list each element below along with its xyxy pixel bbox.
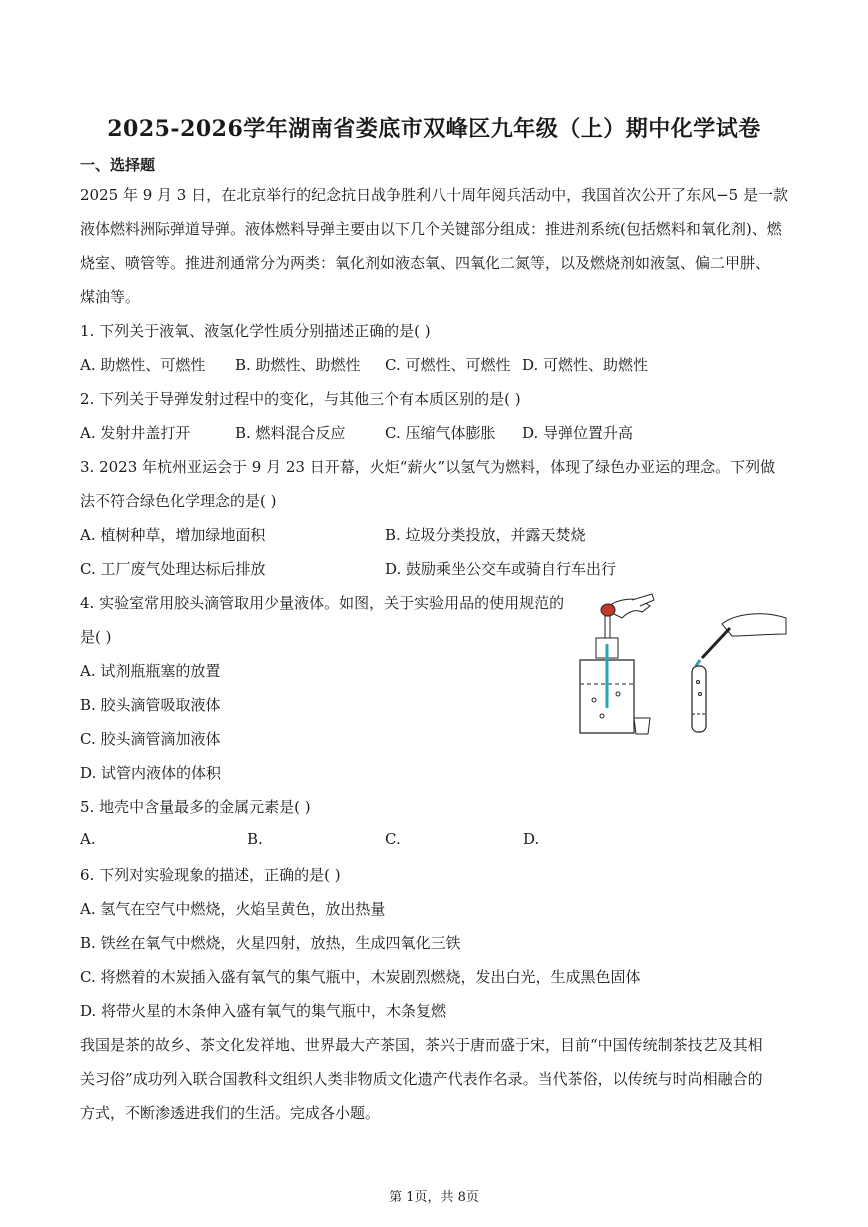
passage-line: 烧室、喷管等。推进剂通常分为两类：氧化剂如液态氧、四氧化二氮等，以及燃烧剂如液氢、偏二甲肼、 (80, 254, 771, 272)
q4-option-c: C. 胶头滴管滴加液体 (80, 730, 221, 748)
question-4-stem: 4. 实验室常用胶头滴管取用少量液体。如图，关于实验用品的使用规范的 (80, 594, 565, 612)
passage-line: 关习俗”成功列入联合国教科文组织人类非物质文化遗产代表作名录。当代茶俗，以传统与时尚相融合的 (80, 1070, 763, 1088)
q1-option-c: C. 可燃性、可燃性 (385, 356, 511, 374)
q5-option-c: C. (385, 830, 401, 848)
question-2-stem: 2. 下列关于导弹发射过程中的变化，与其他三个有本质区别的是( ) (80, 390, 521, 408)
q5-option-b: B. (247, 830, 263, 848)
question-4-stem: 是( ) (80, 628, 112, 646)
passage-line: 我国是茶的故乡、茶文化发祥地、世界最大产茶国，茶兴于唐而盛于宋，目前“中国传统制茶技艺及其相 (80, 1036, 763, 1054)
q5-option-d: D. (523, 830, 540, 848)
q4-option-d: D. 试管内液体的体积 (80, 764, 222, 782)
dropper-lab-illustration (572, 588, 792, 738)
q6-option-d: D. 将带火星的木条伸入盛有氧气的集气瓶中，木条复燃 (80, 1002, 447, 1020)
q6-option-b: B. 铁丝在氧气中燃烧，火星四射，放热，生成四氧化三铁 (80, 934, 461, 952)
question-3-stem: 3. 2023 年杭州亚运会于 9 月 23 日开幕，火炬“薪火”以氢气为燃料，体现了绿色办亚运的理念。下列做 (80, 458, 776, 476)
q1-option-a: A. 助燃性、可燃性 (80, 356, 206, 374)
exam-title: 2025-2026学年湖南省娄底市双峰区九年级（上）期中化学试卷 (107, 116, 761, 142)
q6-option-c: C. 将燃着的木炭插入盛有氧气的集气瓶中，木炭剧烈燃烧，发出白光，生成黑色固体 (80, 968, 641, 986)
question-6-stem: 6. 下列对实验现象的描述，正确的是( ) (80, 866, 341, 884)
q2-option-c: C. 压缩气体膨胀 (385, 424, 496, 442)
q1-option-d: D. 可燃性、助燃性 (522, 356, 649, 374)
passage-line: 方式，不断渗透进我们的生活。完成各小题。 (80, 1104, 381, 1122)
passage-line: 煤油等。 (80, 288, 141, 306)
passage-line: 液体燃料洲际弹道导弹。液体燃料导弹主要由以下几个关键部分组成：推进剂系统(包括燃料和氧化剂)、燃 (80, 220, 782, 238)
q3-option-c: C. 工厂废气处理达标后排放 (80, 560, 266, 578)
q1-option-b: B. 助燃性、助燃性 (235, 356, 361, 374)
q3-option-b: B. 垃圾分类投放，并露天焚烧 (385, 526, 586, 544)
page-footer: 第 1页，共 8页 (389, 1190, 479, 1205)
q2-option-b: B. 燃料混合反应 (235, 424, 346, 442)
question-3-stem: 法不符合绿色化学理念的是( ) (80, 492, 277, 510)
q6-option-a: A. 氢气在空气中燃烧，火焰呈黄色，放出热量 (80, 900, 386, 918)
question-5-stem: 5. 地壳中含量最多的金属元素是( ) (80, 798, 311, 816)
q3-option-d: D. 鼓励乘坐公交车或骑自行车出行 (385, 560, 617, 578)
section-heading: 一、选择题 (80, 156, 156, 174)
question-1-stem: 1. 下列关于液氧、液氢化学性质分别描述正确的是( ) (80, 322, 431, 340)
q3-option-a: A. 植树种草，增加绿地面积 (80, 526, 266, 544)
passage-line: 2025 年 9 月 3 日，在北京举行的纪念抗日战争胜利八十周年阅兵活动中，我国首次公开了东风−5 是一款 (80, 186, 788, 204)
q4-option-a: A. 试剂瓶瓶塞的放置 (80, 662, 221, 680)
q4-option-b: B. 胶头滴管吸取液体 (80, 696, 221, 714)
q2-option-d: D. 导弹位置升高 (522, 424, 634, 442)
q2-option-a: A. 发射井盖打开 (80, 424, 191, 442)
q5-option-a: A. (80, 830, 96, 848)
